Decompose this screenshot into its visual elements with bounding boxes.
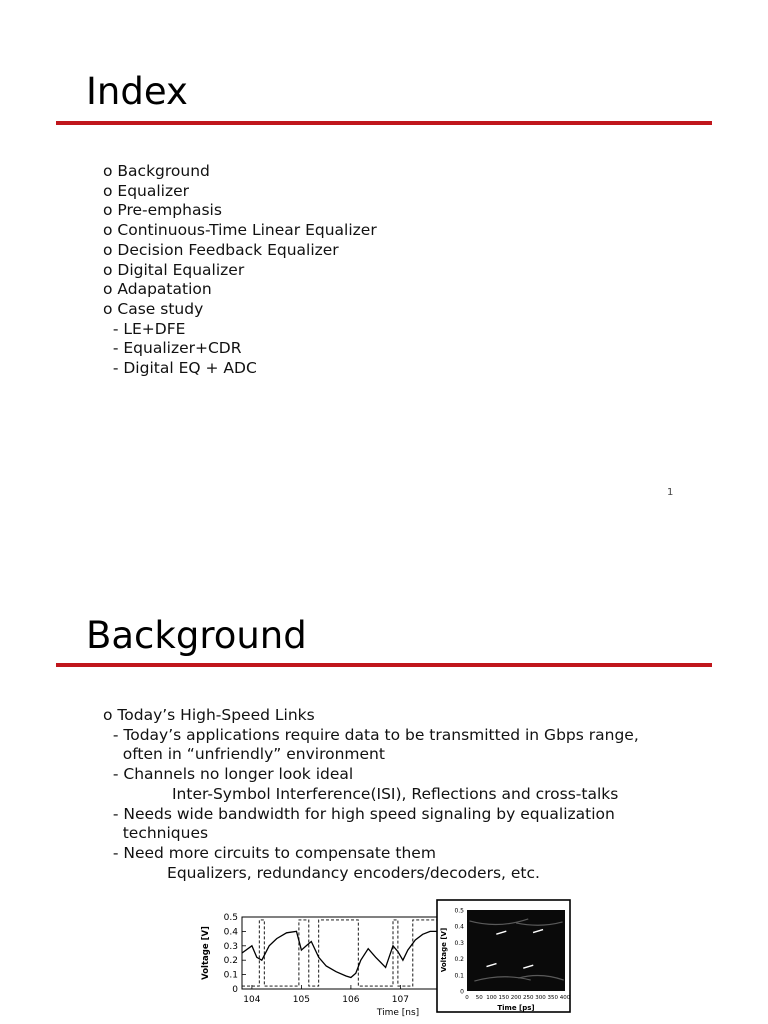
figure-waveforms [0, 512, 768, 1024]
y-tick-label: 0.3 [454, 939, 464, 947]
x-tick-label: 107 [391, 995, 409, 1005]
y-tick-label: 0.1 [454, 972, 464, 980]
page-number: 1 [667, 487, 674, 498]
x-tick-label: 100 [486, 995, 497, 1001]
plot-frame [242, 917, 440, 989]
list-item: o Equalizer [103, 181, 190, 200]
series-line-solid [242, 931, 438, 977]
list-item: o Continuous-Time Linear Equalizer [103, 221, 377, 240]
list-item: often in “unfriendly” environment [103, 745, 385, 764]
x-axis-ticks [243, 985, 409, 1005]
list-item: o Case study [103, 299, 204, 318]
series-group [242, 920, 438, 986]
y-tick-label: 0 [460, 988, 464, 996]
list-item: o Pre-emphasis [103, 201, 222, 220]
y-tick-label: 0.4 [223, 927, 238, 938]
x-tick-label: 400 [559, 995, 571, 1001]
y-tick-label: 0.1 [223, 970, 238, 981]
waveform-chart [201, 913, 440, 1018]
x-tick-label: 0 [465, 995, 469, 1001]
list-item: o Today’s High-Speed Links [103, 706, 315, 724]
y-tick-label: 0.4 [454, 923, 464, 931]
list-item: o Adapatation [103, 280, 212, 299]
slide-background [0, 512, 768, 1024]
list-item: o Background [103, 162, 210, 180]
x-axis-label: Time [ps] [497, 1004, 535, 1012]
x-tick-label: 250 [523, 995, 534, 1001]
x-tick-label: 104 [243, 995, 261, 1005]
x-tick-label: 350 [547, 995, 558, 1001]
list-item: - Need more circuits to compensate them [103, 843, 436, 862]
x-tick-label: 106 [342, 995, 360, 1005]
list-item: - Channels no longer look ideal [103, 765, 354, 784]
x-tick-label: 200 [510, 995, 522, 1001]
y-tick-label: 0.3 [223, 941, 238, 952]
title-divider [56, 121, 712, 125]
y-axis-ticks [224, 913, 246, 995]
list-item: o Digital Equalizer [103, 260, 245, 279]
series-line-dashed [242, 920, 438, 986]
list-item: Inter-Symbol Interference(ISI), Reflections and cross-talks [103, 784, 619, 803]
slide-title: Background [86, 614, 307, 657]
eye-diagram-chart [437, 900, 571, 1012]
y-tick-label: 0.5 [454, 907, 464, 915]
list-item: Equalizers, redundancy encoders/decoders, etc. [103, 863, 540, 882]
x-tick-label: 105 [292, 995, 310, 1005]
x-axis-label: Time [ns] [376, 1008, 420, 1018]
x-tick-label: 300 [535, 995, 546, 1001]
list-subitem: - Equalizer+CDR [103, 339, 242, 358]
y-axis-label: Voltage [V] [201, 926, 211, 980]
list-subitem: - Digital EQ + ADC [103, 359, 257, 378]
x-axis-ticks [465, 995, 570, 1001]
list-subitem: - LE+DFE [103, 319, 186, 338]
list-item: - Needs wide bandwidth for high speed signaling by equalization [103, 804, 615, 823]
y-tick-label: 0.2 [454, 956, 464, 964]
index-list [103, 162, 377, 379]
x-tick-label: 150 [498, 995, 509, 1001]
slide-title: Index [86, 70, 188, 113]
y-tick-label: 0.5 [223, 913, 238, 923]
y-tick-label: 0 [232, 985, 238, 995]
y-axis-label: Voltage [V] [440, 927, 448, 973]
x-tick-label: 50 [475, 995, 483, 1001]
y-tick-label: 0.2 [223, 956, 238, 967]
list-item: - Today’s applications require data to be transmitted in Gbps range, [103, 725, 639, 744]
list-item: o Decision Feedback Equalizer [103, 240, 339, 259]
list-item: techniques [103, 824, 209, 843]
